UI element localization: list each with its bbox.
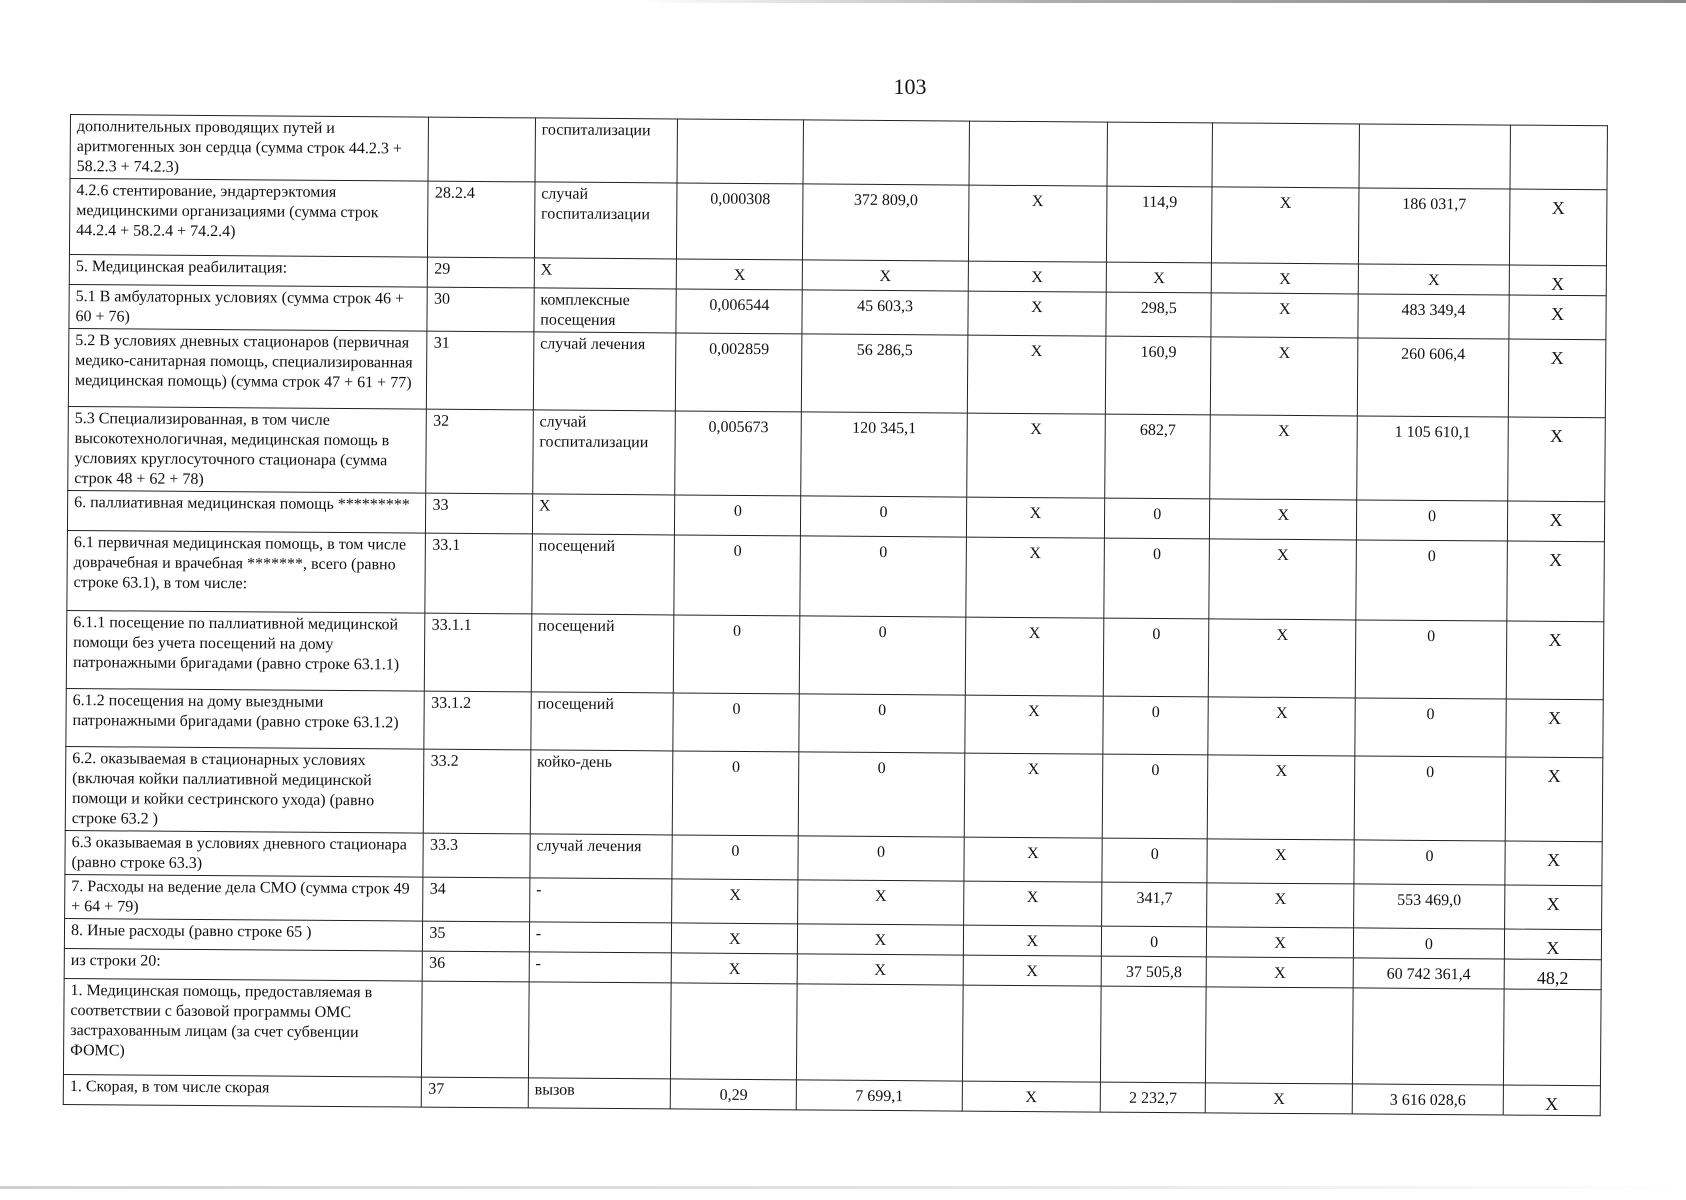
row-name: 6.1.2 посещения на дому выездными патронажными бригадами (равно строке 63.1.2) — [66, 688, 425, 749]
cell-total-oms: 0 — [1353, 928, 1504, 959]
row-name: 6. паллиативная медицинская помощь ********* — [67, 490, 426, 533]
cell-total-budget: X — [1210, 499, 1357, 540]
cell-share: X — [1507, 541, 1605, 622]
cell-total-budget: X — [1209, 539, 1356, 620]
row-code: 31 — [427, 331, 534, 410]
row-code: 35 — [423, 921, 530, 952]
cell-volume-norm: X — [671, 953, 797, 984]
cell-volume-norm: 0 — [674, 615, 801, 694]
cell-cost-norm: 7 699,1 — [797, 1080, 962, 1111]
cell-share: X — [1505, 841, 1602, 886]
page-number: 103 — [893, 74, 927, 99]
cell-per-capita-oms: 298,5 — [1106, 292, 1212, 337]
cell-per-capita-budget — [962, 985, 1101, 1082]
row-unit: посещений — [532, 534, 675, 615]
row-name: 7. Расходы на ведение дела СМО (сумма строк 49 + 64 + 79) — [65, 874, 424, 921]
cell-total-oms: 553 469,0 — [1354, 884, 1505, 929]
row-code: 30 — [427, 287, 534, 332]
cell-per-capita-budget: X — [965, 537, 1104, 618]
row-code: 29 — [428, 257, 535, 288]
cell-share: X — [1508, 417, 1606, 502]
table-row — [70, 115, 1607, 190]
row-unit: X — [534, 258, 677, 289]
row-code: 28.2.4 — [428, 181, 535, 258]
cell-total-oms: 186 031,7 — [1358, 188, 1509, 265]
cell-cost-norm — [803, 120, 969, 185]
row-name: из строки 20: — [64, 948, 423, 981]
cell-cost-norm: 0 — [798, 836, 964, 881]
row-code — [422, 981, 529, 1078]
cell-share: X — [1506, 621, 1604, 700]
row-code: 33.2 — [424, 749, 531, 834]
cell-share: X — [1509, 295, 1606, 340]
row-unit — [528, 982, 671, 1079]
cell-volume-norm: X — [672, 923, 798, 954]
row-code: 33.1.2 — [424, 691, 531, 750]
cell-per-capita-oms: X — [1106, 262, 1212, 293]
row-unit: случай госпитализации — [533, 410, 676, 495]
row-code — [428, 117, 535, 182]
table-row — [67, 530, 1605, 621]
row-name: 5.3 Специализированная, в том числе высокотехнологичная, медицинская помощь в условиях круглосуточного стационара (сумма строк 48 + 62 + 78) — [68, 406, 427, 493]
row-name: 1. Скорая, в том числе скорая — [63, 1074, 422, 1107]
cell-volume-norm: 0 — [673, 751, 800, 836]
scan-edge-bottom — [0, 1186, 1686, 1189]
cell-per-capita-oms: 0 — [1102, 754, 1208, 839]
row-unit: вызов — [528, 1078, 671, 1109]
cell-per-capita-budget: X — [968, 185, 1107, 262]
cell-volume-norm: X — [677, 259, 803, 290]
cell-per-capita-oms — [1107, 122, 1213, 187]
cell-per-capita-budget — [969, 121, 1108, 186]
cell-volume-norm: 0,29 — [671, 1079, 797, 1110]
cell-cost-norm: 0 — [800, 536, 966, 617]
cell-total-budget — [1206, 987, 1353, 1084]
row-unit: случай лечения — [533, 332, 676, 411]
cell-total-budget: X — [1212, 263, 1359, 294]
cell-share: X — [1507, 501, 1604, 542]
cell-cost-norm — [797, 984, 963, 1081]
cell-cost-norm: 56 286,5 — [802, 334, 968, 413]
cell-total-oms: 0 — [1356, 540, 1507, 621]
row-code: 34 — [423, 877, 530, 922]
cell-volume-norm — [677, 119, 803, 184]
cell-cost-norm: 0 — [800, 616, 966, 695]
row-name: 6.1.1 посещение по паллиативной медицинской помощи без учета посещений на дому патронажными бригадами (равно строке 63.1.1) — [66, 610, 425, 691]
table-row — [68, 406, 1606, 501]
row-name: 5.1 В амбулаторных условиях (сумма строк 46 + 60 + 76) — [69, 284, 428, 331]
cell-volume-norm: 0 — [673, 693, 799, 752]
cell-cost-norm: 120 345,1 — [801, 412, 967, 497]
row-name: 8. Иные расходы (равно строке 65 ) — [64, 918, 423, 951]
cell-volume-norm: 0 — [675, 495, 801, 536]
cell-total-oms: 0 — [1354, 756, 1505, 841]
row-name: 6.3 оказываемая в условиях дневного стационара (равно строке 63.3) — [65, 830, 424, 877]
cell-total-budget: X — [1208, 697, 1355, 756]
scan-edge-top — [640, 0, 1686, 3]
cell-cost-norm: 0 — [801, 496, 967, 537]
table-row — [66, 610, 1604, 699]
cell-cost-norm: 0 — [799, 694, 965, 753]
cell-total-oms: 0 — [1354, 840, 1505, 885]
cell-total-oms — [1352, 988, 1503, 1085]
cell-share: X — [1509, 265, 1606, 296]
table-row — [68, 328, 1606, 417]
cell-total-budget: X — [1209, 619, 1356, 698]
cell-per-capita-oms: 0 — [1102, 838, 1208, 883]
cell-total-oms: 0 — [1356, 500, 1507, 541]
cell-total-budget: X — [1206, 1083, 1353, 1114]
cell-total-budget: X — [1207, 883, 1354, 928]
row-unit: комплексные посещения — [534, 288, 677, 333]
cell-total-oms: 60 742 361,4 — [1353, 958, 1504, 989]
row-unit: посещений — [531, 692, 674, 751]
cell-per-capita-oms: 0 — [1101, 926, 1207, 957]
cell-cost-norm: 372 809,0 — [803, 184, 969, 261]
cell-total-budget: X — [1211, 337, 1358, 416]
row-unit: койко-день — [530, 750, 673, 835]
cell-per-capita-budget: X — [963, 925, 1102, 956]
cell-volume-norm: 0 — [672, 835, 798, 880]
cell-total-oms: 3 616 028,6 — [1352, 1084, 1503, 1115]
cell-volume-norm: 0,000308 — [677, 183, 804, 260]
cell-total-oms — [1359, 124, 1510, 189]
cell-share: 48,2 — [1504, 959, 1601, 990]
cell-per-capita-oms: 114,9 — [1106, 186, 1212, 263]
cell-per-capita-budget: X — [964, 695, 1103, 754]
cell-total-budget: X — [1207, 957, 1354, 988]
cell-share: X — [1509, 189, 1607, 266]
cell-per-capita-oms: 0 — [1103, 618, 1209, 697]
cell-cost-norm: X — [798, 954, 963, 985]
cell-volume-norm: X — [672, 879, 798, 924]
cell-per-capita-budget: X — [965, 617, 1104, 696]
cell-per-capita-budget: X — [968, 261, 1107, 292]
cell-per-capita-budget: X — [963, 881, 1102, 926]
cell-cost-norm: 0 — [799, 752, 965, 837]
row-unit: случай госпитализации — [534, 182, 677, 259]
table-row — [69, 179, 1607, 266]
cell-total-oms: 260 606,4 — [1357, 338, 1508, 417]
cell-total-oms: 0 — [1355, 620, 1506, 699]
cell-per-capita-budget: X — [964, 837, 1103, 882]
cell-cost-norm: 45 603,3 — [802, 290, 968, 335]
cell-cost-norm: X — [798, 924, 963, 955]
cell-share: X — [1504, 885, 1601, 930]
cell-total-budget: X — [1212, 187, 1359, 264]
cell-cost-norm: X — [798, 880, 964, 925]
cell-share: X — [1505, 757, 1603, 842]
cell-total-oms: X — [1358, 264, 1509, 295]
row-name: 5.2 В условиях дневных стационаров (первичная медико-санитарная помощь, специализированная медицинская помощь) (сумма строк 47 + 61 + 77) — [68, 328, 427, 409]
cell-total-budget — [1212, 123, 1359, 188]
cell-total-budget: X — [1210, 415, 1357, 500]
row-code: 37 — [422, 1077, 529, 1108]
cell-volume-norm: 0,006544 — [676, 289, 802, 334]
cell-share: X — [1504, 929, 1601, 960]
cell-per-capita-oms: 160,9 — [1105, 336, 1211, 415]
row-unit: случай лечения — [530, 834, 673, 879]
row-code: 36 — [423, 951, 530, 982]
cell-share: X — [1508, 339, 1606, 418]
row-name: дополнительных проводящих путей и аритмогенных зон сердца (сумма строк 44.2.3 + 58.2.3 + 74.2.3) — [70, 115, 429, 182]
row-name: 5. Медицинская реабилитация: — [69, 254, 428, 287]
row-unit: X — [532, 494, 675, 535]
row-unit: - — [529, 878, 672, 923]
cell-per-capita-oms: 37 505,8 — [1101, 956, 1207, 987]
cell-per-capita-oms: 0 — [1103, 696, 1209, 755]
table-container — [63, 114, 1608, 1116]
table-row — [65, 746, 1603, 841]
cell-per-capita-oms — [1100, 986, 1206, 1083]
table-body — [63, 115, 1607, 1116]
row-code: 33 — [426, 493, 533, 534]
row-code: 33.1 — [425, 533, 532, 614]
cell-cost-norm: X — [803, 260, 968, 291]
row-unit: посещений — [531, 614, 674, 693]
cell-per-capita-budget: X — [963, 955, 1102, 986]
row-code: 33.3 — [423, 833, 530, 878]
cell-per-capita-budget: X — [968, 291, 1107, 336]
row-unit: госпитализации — [535, 118, 678, 183]
cell-volume-norm — [671, 983, 798, 1080]
cell-total-budget: X — [1207, 927, 1354, 958]
data-table — [63, 114, 1608, 1116]
row-name: 1. Медицинская помощь, предоставляемая в соответствии с базовой программы ОМС застрахованным лицам (за счет субвенции ФОМС) — [63, 978, 422, 1077]
cell-share: X — [1506, 699, 1604, 758]
table-row — [63, 978, 1601, 1085]
cell-per-capita-budget: X — [966, 413, 1105, 498]
cell-per-capita-oms: 0 — [1104, 538, 1210, 619]
cell-per-capita-oms: 341,7 — [1102, 882, 1208, 927]
cell-per-capita-budget: X — [966, 497, 1105, 538]
cell-total-oms: 0 — [1355, 698, 1506, 757]
cell-share — [1510, 125, 1608, 190]
row-code: 33.1.1 — [425, 613, 532, 692]
row-name: 6.2. оказываемая в стационарных условиях (включая койки паллиативной медицинской помощи и койки сестринского ухода) (равно строке 63.2 ) — [65, 746, 424, 833]
cell-share: X — [1503, 1085, 1600, 1116]
row-unit: - — [529, 922, 672, 953]
row-code: 32 — [426, 409, 533, 494]
cell-total-budget: X — [1208, 755, 1355, 840]
cell-per-capita-budget: X — [967, 335, 1106, 414]
cell-volume-norm: 0 — [674, 535, 801, 616]
cell-per-capita-budget: X — [962, 1081, 1101, 1112]
cell-per-capita-oms: 0 — [1104, 498, 1210, 539]
row-name: 6.1 первичная медицинская помощь, в том числе доврачебная и врачебная *******, всего (равно строке 63.1), в том числе: — [67, 530, 426, 613]
cell-volume-norm: 0,005673 — [675, 411, 802, 496]
cell-per-capita-oms: 682,7 — [1105, 414, 1211, 499]
cell-share — [1503, 989, 1601, 1086]
cell-volume-norm: 0,002859 — [676, 333, 803, 412]
cell-total-oms: 1 105 610,1 — [1357, 416, 1508, 501]
cell-total-oms: 483 349,4 — [1358, 294, 1509, 339]
cell-total-budget: X — [1207, 839, 1354, 884]
cell-per-capita-oms: 2 232,7 — [1100, 1082, 1206, 1113]
row-unit: - — [529, 952, 672, 983]
cell-total-budget: X — [1211, 293, 1358, 338]
row-name: 4.2.6 стентирование, эндартерэктомия медицинскими организациями (сумма строк 44.2.4 + 58.2.4 + 74.2.4) — [69, 179, 428, 258]
cell-per-capita-budget: X — [964, 753, 1103, 838]
